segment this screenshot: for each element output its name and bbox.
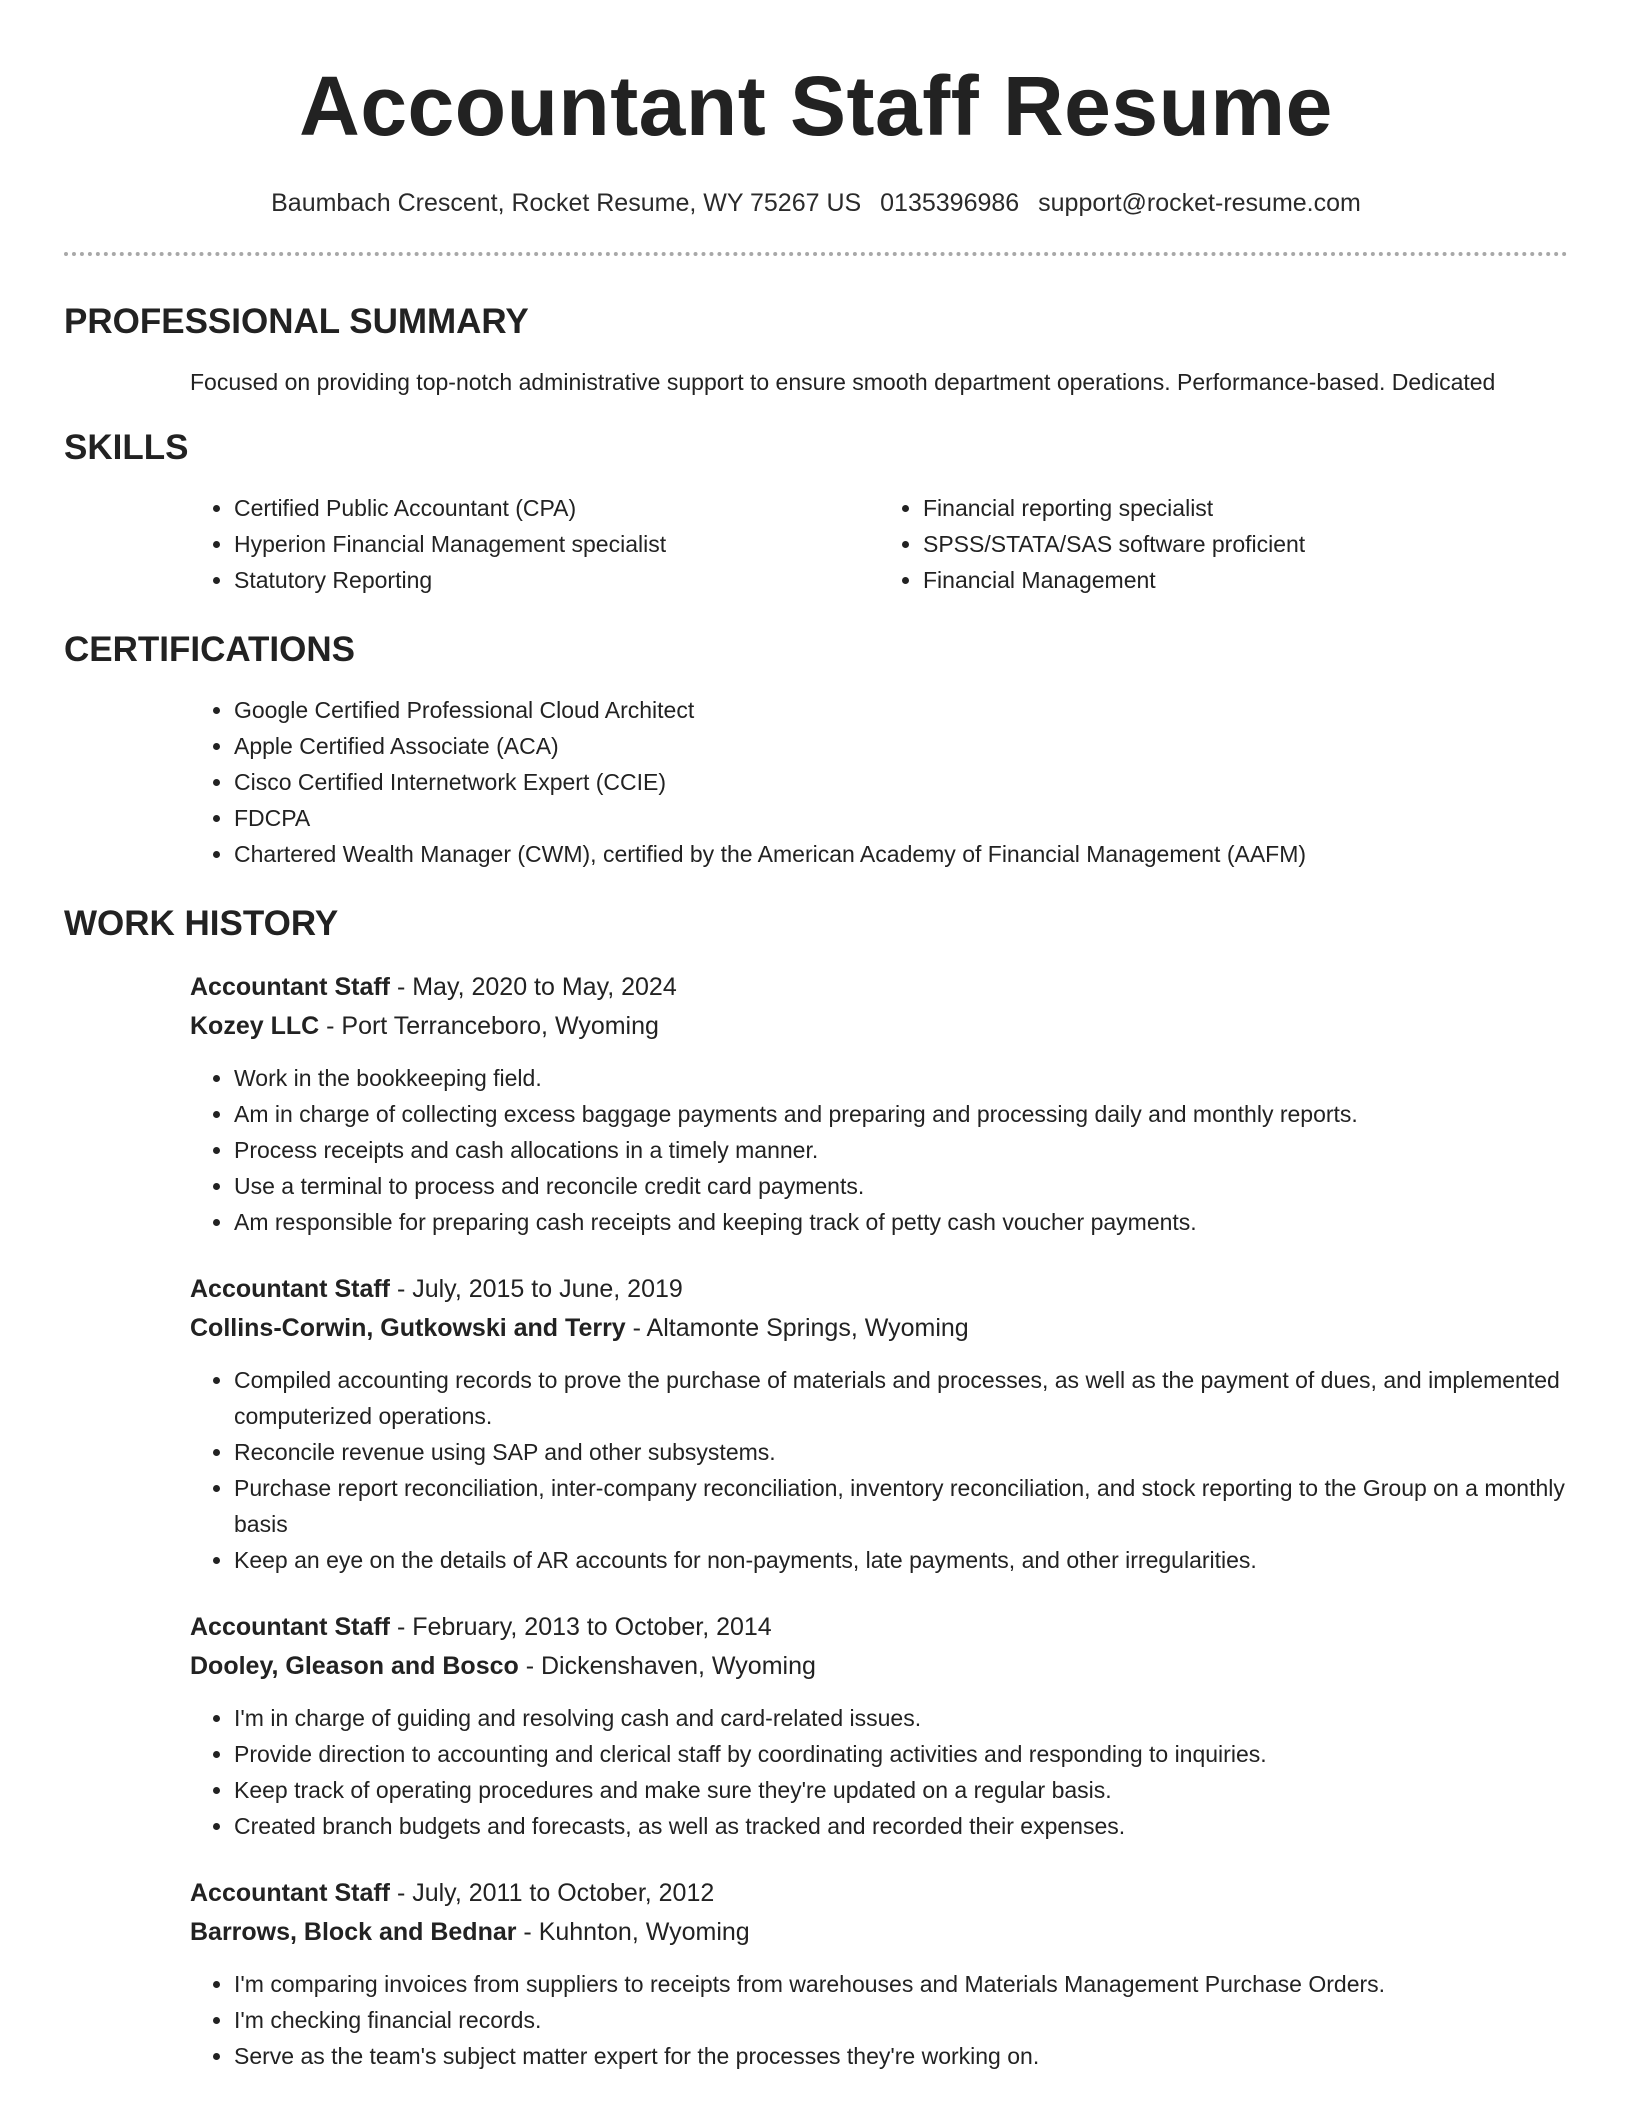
job-title-line [190,1874,1568,1912]
job-bullets [190,1362,1568,1578]
skills-left-list [190,490,879,598]
contact-phone: 0135396986 [880,189,1020,217]
job-bullet: • I'm in charge of guiding and resolving cash and card-related issues. [234,1700,1568,1736]
certification-item: • Cisco Certified Internetwork Expert (CCIE) [234,764,1568,800]
header-divider [64,252,1568,256]
job-title-line [190,1608,1568,1646]
job-bullet: • Created branch budgets and forecasts, as well as tracked and recorded their expenses. [234,1808,1568,1844]
job-bullets [190,1700,1568,1844]
job-bullet: • Purchase report reconciliation, inter-company reconciliation, inventory reconciliation, and stock reporting to the Group on a monthly basis [234,1470,1568,1542]
skill-item: • Financial reporting specialist [923,490,1568,526]
job-company-line [190,1646,1568,1686]
job-bullet: • Work in the bookkeeping field. [234,1060,1568,1096]
job-company-line [190,1006,1568,1046]
job-bullet: • I'm comparing invoices from suppliers to receipts from warehouses and Materials Management Purchase Orders. [234,1966,1568,2002]
job-entry [64,1270,1568,1578]
certifications-heading: CERTIFICATIONS [64,630,356,669]
skills-columns [64,490,1568,598]
job-bullet: • I'm checking financial records. [234,2002,1568,2038]
skills-right-list [879,490,1568,598]
job-location: - Port Terranceboro, Wyoming [319,1012,659,1040]
job-location: - Dickenshaven, Wyoming [518,1652,816,1680]
job-bullet: • Keep track of operating procedures and make sure they're updated on a regular basis. [234,1772,1568,1808]
job-company-line [190,1912,1568,1952]
skill-item: • Financial Management [923,562,1568,598]
job-dates: - May, 2020 to May, 2024 [390,973,677,1001]
job-location: - Altamonte Springs, Wyoming [625,1314,969,1342]
contact-line [64,186,1568,220]
job-bullet: • Keep an eye on the details of AR accounts for non-payments, late payments, and other irregularities. [234,1542,1568,1578]
job-company: Kozey LLC [190,1012,320,1040]
job-title: Accountant Staff [190,973,390,1001]
job-bullet: • Am responsible for preparing cash receipts and keeping track of petty cash voucher payments. [234,1204,1568,1240]
job-entry [64,1608,1568,1844]
summary-text: Focused on providing top-notch administrative support to ensure smooth department operations. Performance-based. Dedicated [190,369,1496,395]
summary-section [64,300,1568,400]
job-dates: - July, 2015 to June, 2019 [390,1275,683,1303]
job-title-line [190,1270,1568,1308]
skill-item: • SPSS/STATA/SAS software proficient [923,526,1568,562]
resume-title: Accountant Staff Resume [299,59,1333,153]
job-bullet: • Serve as the team's subject matter expert for the processes they're working on. [234,2038,1568,2074]
certification-item: • FDCPA [234,800,1568,836]
skills-section [64,426,1568,598]
job-bullet: • Process receipts and cash allocations in a timely manner. [234,1132,1568,1168]
certifications-list [190,692,1568,872]
skill-item: • Certified Public Accountant (CPA) [234,490,879,526]
job-bullets [190,1966,1568,2074]
job-bullet: • Compiled accounting records to prove the purchase of materials and processes, as well as the payment of dues, and implemented computerized operations. [234,1362,1568,1434]
skills-heading: SKILLS [64,428,189,467]
skill-item: • Statutory Reporting [234,562,879,598]
work-history-heading: WORK HISTORY [64,904,339,943]
job-title: Accountant Staff [190,1275,390,1303]
certification-item: • Google Certified Professional Cloud Architect [234,692,1568,728]
summary-heading: PROFESSIONAL SUMMARY [64,302,529,341]
job-location: - Kuhnton, Wyoming [516,1918,750,1946]
job-title-line [190,968,1568,1006]
job-entry [64,968,1568,1240]
certification-item: • Chartered Wealth Manager (CWM), certified by the American Academy of Financial Management (AAFM) [234,836,1568,872]
work-history-section [64,902,1568,2074]
job-bullet: • Am in charge of collecting excess baggage payments and preparing and processing daily and monthly reports. [234,1096,1568,1132]
skill-item: • Hyperion Financial Management specialist [234,526,879,562]
job-dates: - July, 2011 to October, 2012 [390,1879,715,1907]
certification-item: • Apple Certified Associate (ACA) [234,728,1568,764]
job-bullet: • Provide direction to accounting and clerical staff by coordinating activities and responding to inquiries. [234,1736,1568,1772]
job-company-line [190,1308,1568,1348]
job-title: Accountant Staff [190,1613,390,1641]
certifications-list-wrap [64,692,1568,872]
job-bullets [190,1060,1568,1240]
job-company: Collins-Corwin, Gutkowski and Terry [190,1314,626,1342]
contact-email: support@rocket-resume.com [1038,189,1361,217]
job-title: Accountant Staff [190,1879,390,1907]
job-bullet: • Reconcile revenue using SAP and other subsystems. [234,1434,1568,1470]
job-dates: - February, 2013 to October, 2014 [390,1613,772,1641]
certifications-section [64,628,1568,872]
job-company: Barrows, Block and Bednar [190,1918,517,1946]
job-company: Dooley, Gleason and Bosco [190,1652,519,1680]
job-entry [64,1874,1568,2074]
contact-address: Baumbach Crescent, Rocket Resume, WY 75267 US [271,189,862,217]
job-bullet: • Use a terminal to process and reconcile credit card payments. [234,1168,1568,1204]
